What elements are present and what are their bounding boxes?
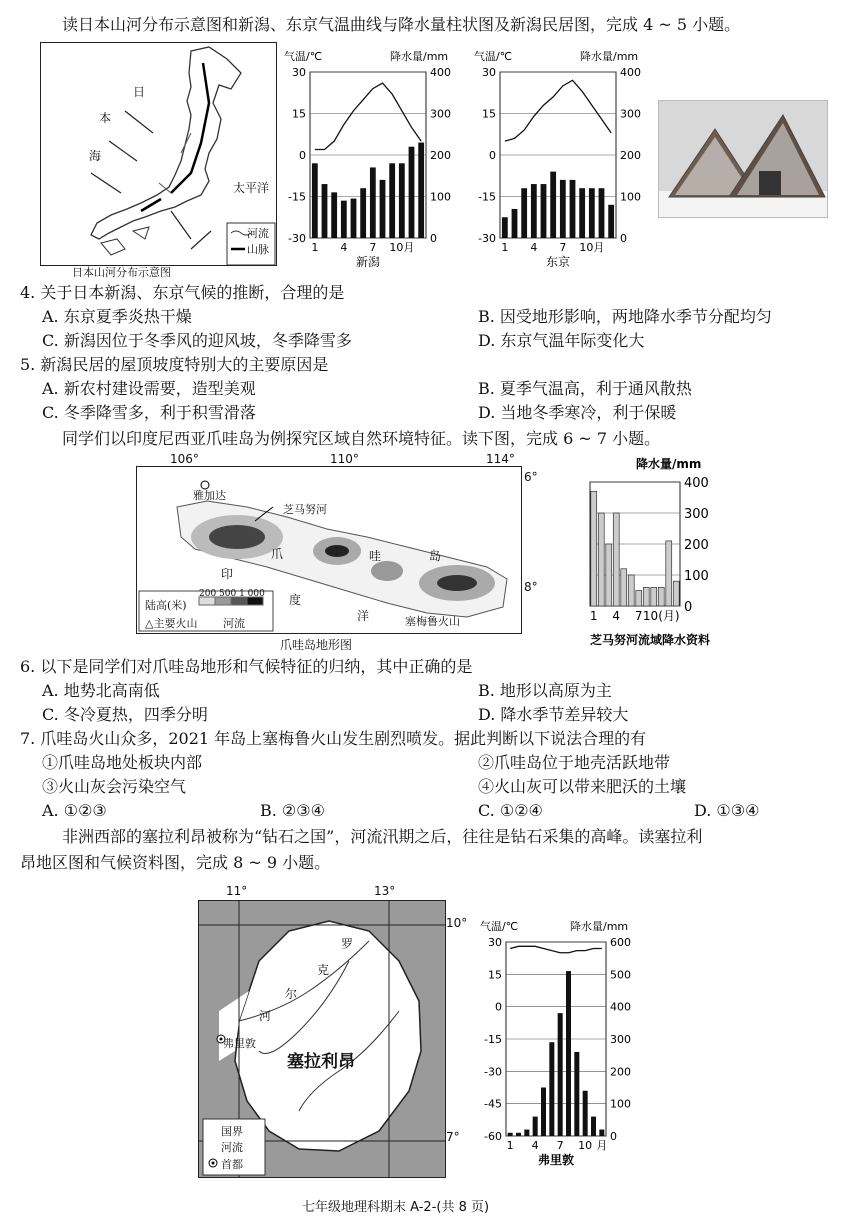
niigata-house-photo <box>658 100 828 218</box>
java-map <box>136 466 522 634</box>
intro-4-5: 读日本山河分布示意图和新潟、东京气温曲线与降水量柱状图及新潟民居图，完成 4 ~ 5 小题。 <box>62 15 741 34</box>
y-tick-label: -15 <box>484 1033 502 1046</box>
precip-bar <box>560 180 566 238</box>
precip-axis-title: 降水量/mm <box>636 457 702 471</box>
y-tick-label: -30 <box>478 232 496 245</box>
sl-legend-river: 河流 <box>221 1141 243 1154</box>
sl-lon-13: 13° <box>374 884 396 898</box>
japan-label-hai: 海 <box>89 149 102 163</box>
precip-bar <box>613 513 619 606</box>
y-tick-label: 100 <box>684 569 709 584</box>
intro-6-7: 同学们以印度尼西亚爪哇岛为例探究区域自然环境特征。读下图，完成 6 ~ 7 小题。 <box>62 429 661 448</box>
precip-bar <box>533 1117 538 1136</box>
precip-bar <box>621 569 627 606</box>
x-tick-label: 7 <box>634 609 643 623</box>
y-tick-label: 15 <box>488 968 502 982</box>
precip-bar <box>673 581 679 606</box>
java-lon-106: 106° <box>170 452 199 466</box>
precip-bar <box>531 184 537 238</box>
precip-bar <box>599 1130 604 1136</box>
q5-stem: 5. 新潟民居的屋顶坡度特别大的主要原因是 <box>20 355 329 374</box>
japan-legend-river: 河流 <box>247 227 269 240</box>
q4-option-c[interactable]: C. 新潟因位于冬季风的迎风坡，冬季降雪多 <box>42 331 352 350</box>
y2-tick-label: 600 <box>610 936 631 949</box>
x-tick-label: 10月 <box>389 241 415 254</box>
y-tick-label: 0 <box>495 1000 502 1014</box>
x-tick-label: 月 <box>596 1139 608 1152</box>
x-tick-label: 4 <box>612 609 621 623</box>
java-legend-elevation: 陆高(米) <box>145 599 187 612</box>
precip-bar <box>651 587 657 606</box>
q6-option-d[interactable]: D. 降水季节差异较大 <box>478 705 629 724</box>
precip-bar <box>370 167 376 238</box>
q7-option-d[interactable]: D. ①③④ <box>694 801 760 820</box>
temp-axis-title: 气温/℃ <box>474 50 513 63</box>
y-tick-label: 0 <box>299 149 306 162</box>
precip-bar <box>589 188 595 238</box>
java-lon-114: 114° <box>486 452 515 466</box>
q6-option-b[interactable]: B. 地形以高原为主 <box>478 681 612 700</box>
y2-tick-label: 0 <box>620 232 627 245</box>
y-tick-label: -60 <box>484 1130 502 1143</box>
japan-map-caption: 日本山河分布示意图 <box>72 266 171 279</box>
temperature-line <box>505 80 611 141</box>
sl-lat-7: 7° <box>446 1130 460 1144</box>
java-river-label: 芝马努河 <box>283 503 327 516</box>
intro-8-9-line2: 昂地区图和气候资料图，完成 8 ~ 9 小题。 <box>20 853 331 872</box>
house-drawing <box>659 101 827 217</box>
precip-bar <box>598 513 604 606</box>
precip-bar <box>550 172 556 238</box>
y-tick-label: -15 <box>288 190 306 204</box>
precip-bar <box>502 217 508 238</box>
precip-bar <box>322 184 328 238</box>
x-tick-label: 10 <box>578 1139 593 1152</box>
java-jakarta: 雅加达 <box>193 489 226 502</box>
sl-legend-capital: 首都 <box>221 1158 243 1171</box>
niigata-climate-chart <box>278 42 458 272</box>
java-lon-110: 110° <box>330 452 359 466</box>
java-legend-volcano: △主要火山 <box>145 617 198 630</box>
y-tick-label: 15 <box>292 107 306 121</box>
tokyo-climate-chart <box>468 42 648 272</box>
x-tick-label: 4 <box>531 1139 539 1152</box>
temperature-line <box>315 83 421 149</box>
precip-bar <box>574 1052 579 1136</box>
precip-bar <box>516 1133 521 1136</box>
temp-axis-title: 气温/℃ <box>480 920 519 933</box>
y2-tick-label: 0 <box>610 1130 617 1143</box>
y2-tick-label: 200 <box>430 149 451 162</box>
y2-tick-label: 300 <box>610 1033 631 1046</box>
chart-title: 芝马努河流域降水资料 <box>589 633 711 647</box>
x-tick-label: 7 <box>369 241 377 254</box>
q7-option-a[interactable]: A. ①②③ <box>42 801 107 820</box>
y2-tick-label: 300 <box>620 107 641 121</box>
chart-title: 东京 <box>545 255 571 269</box>
precip-bar <box>579 188 585 238</box>
precip-bar <box>541 184 547 238</box>
precip-bar <box>389 163 395 238</box>
java-du: 度 <box>289 593 302 607</box>
q7-option-c[interactable]: C. ①②④ <box>478 801 543 820</box>
x-tick-label: 1 <box>589 609 598 623</box>
q6-option-c[interactable]: C. 冬冷夏热，四季分明 <box>42 705 208 724</box>
precip-bar <box>599 188 605 238</box>
q5-option-c[interactable]: C. 冬季降雪多，利于积雪滑落 <box>42 403 256 422</box>
precip-bar <box>636 591 642 607</box>
q7-statement-4: ④火山灰可以带来肥沃的土壤 <box>478 777 687 796</box>
y2-tick-label: 400 <box>430 66 451 79</box>
x-tick-label: 7 <box>559 241 567 254</box>
precip-bar <box>591 491 597 606</box>
precip-bar <box>658 587 664 606</box>
precip-bar <box>521 188 527 238</box>
java-yin: 印 <box>221 567 234 581</box>
precip-bar <box>549 1042 554 1136</box>
cimanuk-precip-chart <box>574 456 734 656</box>
y2-tick-label: 200 <box>620 149 641 162</box>
java-legend-river: 河流 <box>223 617 245 630</box>
chart-title: 弗里敦 <box>537 1153 575 1167</box>
y-tick-label: -15 <box>478 190 496 204</box>
japan-map-drawing <box>41 43 276 265</box>
java-lat-8: 8° <box>524 580 538 594</box>
temperature-line <box>510 946 602 952</box>
precip-axis-title: 降水量/mm <box>580 50 639 63</box>
q5-option-a[interactable]: A. 新农村建设需要，造型美观 <box>42 379 256 398</box>
precip-axis-title: 降水量/mm <box>390 50 449 63</box>
y-tick-label: -30 <box>288 232 306 245</box>
java-legend-values: 200 500 1 000 <box>199 589 265 599</box>
y-tick-label: 30 <box>488 936 502 949</box>
x-tick-label: 1 <box>311 241 319 254</box>
y2-tick-label: 500 <box>610 968 631 982</box>
precip-axis-title: 降水量/mm <box>570 920 629 933</box>
precip-bar <box>628 575 634 606</box>
x-tick-label: 1 <box>506 1139 514 1152</box>
sl-legend-border: 国界 <box>221 1125 243 1138</box>
q7-option-b[interactable]: B. ②③④ <box>260 801 325 820</box>
y-tick-label: 15 <box>482 107 496 121</box>
q7-statement-3: ③火山灰会污染空气 <box>42 777 187 796</box>
sl-label-er: 尔 <box>285 987 298 1001</box>
sl-lon-11: 11° <box>226 884 248 898</box>
sl-label-luo: 罗 <box>341 937 354 951</box>
q7-statement-1: ①爪哇岛地处板块内部 <box>42 753 203 772</box>
q4-option-a[interactable]: A. 东京夏季炎热干燥 <box>42 307 192 326</box>
precip-bar <box>566 971 571 1136</box>
y2-tick-label: 200 <box>610 1065 631 1079</box>
intro-8-9-line1: 非洲西部的塞拉利昂被称为“钻石之国”，河流汛期之后，往往是钻石采集的高峰。读塞拉利 <box>62 827 703 846</box>
precip-bar <box>591 1117 596 1136</box>
x-tick-label: 10月 <box>579 241 605 254</box>
q4-option-d[interactable]: D. 东京气温年际变化大 <box>478 331 645 350</box>
x-tick-label: 10(月) <box>642 609 680 623</box>
y-tick-label: 30 <box>482 66 496 79</box>
q5-option-b[interactable]: B. 夏季气温高，利于通风散热 <box>478 379 692 398</box>
java-dao: 岛 <box>429 549 442 563</box>
precip-bar <box>524 1130 529 1136</box>
precip-bar <box>341 201 347 238</box>
x-tick-label: 4 <box>340 241 348 254</box>
precip-bar <box>418 143 424 238</box>
precip-bar <box>380 180 386 238</box>
sierra-leone-map <box>198 900 446 1178</box>
precip-bar <box>606 544 612 606</box>
y2-tick-label: 400 <box>610 1000 631 1014</box>
y2-tick-label: 400 <box>620 66 641 79</box>
precip-bar <box>643 587 649 606</box>
q6-stem: 6. 以下是同学们对爪哇岛地形和气候特征的归纳，其中正确的是 <box>20 657 473 676</box>
java-volcano-label: 塞梅鲁火山 <box>405 615 460 628</box>
q4-stem: 4. 关于日本新潟、东京气候的推断，合理的是 <box>20 283 345 302</box>
x-tick-label: 1 <box>501 241 509 254</box>
japan-label-ben: 本 <box>99 111 112 125</box>
temp-axis-title: 气温/℃ <box>284 50 323 63</box>
precip-bar <box>558 1013 563 1136</box>
y-tick-label: 0 <box>489 149 496 162</box>
java-map-caption: 爪哇岛地形图 <box>280 638 353 652</box>
y-tick-label: 300 <box>684 507 709 522</box>
precip-bar <box>331 192 337 238</box>
sl-freetown-label: 弗里敦 <box>223 1037 256 1050</box>
y2-tick-label: 300 <box>430 107 451 121</box>
page-footer: 七年级地理科期末 A-2-(共 8 页) <box>302 1200 490 1215</box>
chart-title: 新潟 <box>355 255 381 269</box>
java-wa: 哇 <box>369 549 382 563</box>
java-lat-6: 6° <box>524 470 538 484</box>
q7-stem: 7. 爪哇岛火山众多，2021 年岛上塞梅鲁火山发生剧烈喷发。据此判断以下说法合理的有 <box>20 729 647 748</box>
q4-option-b[interactable]: B. 因受地形影响，两地降水季节分配均匀 <box>478 307 772 326</box>
y-tick-label: -45 <box>484 1097 502 1111</box>
sl-country-label: 塞拉利昂 <box>287 1052 355 1072</box>
precip-bar <box>666 541 672 606</box>
precip-bar <box>508 1133 513 1136</box>
sl-lat-10: 10° <box>446 916 468 930</box>
y-tick-label: 0 <box>684 600 693 615</box>
precip-bar <box>541 1088 546 1137</box>
precip-bar <box>360 188 366 238</box>
precip-bar <box>351 199 357 238</box>
java-yang: 洋 <box>357 609 370 623</box>
y-tick-label: 30 <box>292 66 306 79</box>
freetown-climate-chart <box>470 904 670 1180</box>
precip-bar <box>512 209 518 238</box>
precip-bar <box>570 180 576 238</box>
precip-bar <box>399 163 405 238</box>
y2-tick-label: 100 <box>620 190 641 204</box>
y-tick-label: -30 <box>484 1065 502 1079</box>
sl-label-he: 河 <box>259 1009 272 1023</box>
y2-tick-label: 100 <box>430 190 451 204</box>
java-zhua: 爪 <box>271 547 284 561</box>
japan-label-pacific: 太平洋 <box>233 181 270 195</box>
japan-label-ri: 日 <box>133 85 146 99</box>
y-tick-label: 200 <box>684 538 709 553</box>
precip-bar <box>583 1091 588 1136</box>
x-tick-label: 7 <box>556 1139 564 1152</box>
japan-map <box>40 42 277 266</box>
precip-bar <box>608 205 614 238</box>
japan-legend-mountain: 山脉 <box>247 243 269 256</box>
y2-tick-label: 0 <box>430 232 437 245</box>
y2-tick-label: 100 <box>610 1097 631 1111</box>
x-tick-label: 4 <box>530 241 538 254</box>
precip-bar <box>409 147 415 238</box>
q7-statement-2: ②爪哇岛位于地壳活跃地带 <box>478 753 671 772</box>
y-tick-label: 400 <box>684 476 709 491</box>
q5-option-d[interactable]: D. 当地冬季寒冷，利于保暖 <box>478 403 677 422</box>
precip-bar <box>312 163 318 238</box>
q6-option-a[interactable]: A. 地势北高南低 <box>42 681 160 700</box>
sl-label-ke: 克 <box>317 963 330 977</box>
